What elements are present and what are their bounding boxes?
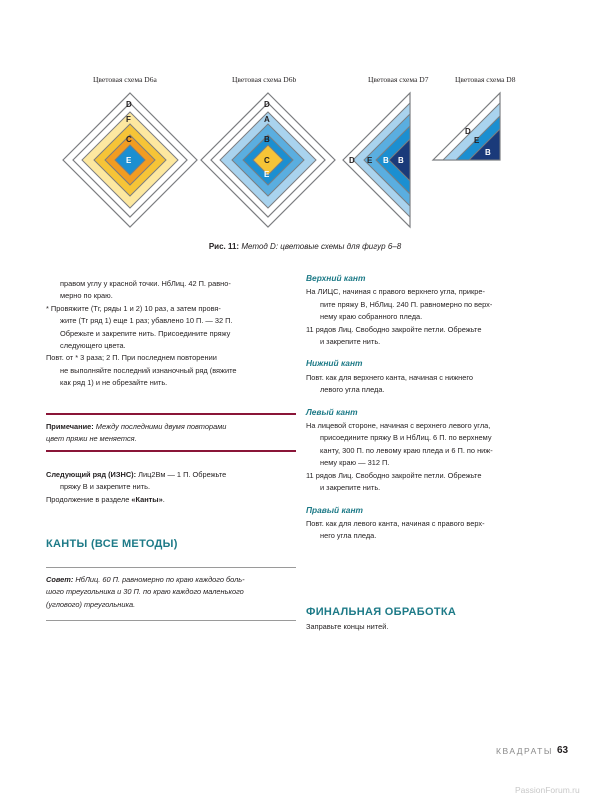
tip-text-3: (углового) треугольника. — [46, 599, 136, 609]
top-edge-1: На ЛИЦС, начиная с правого верхнего угла, прикре- — [306, 287, 485, 297]
note-bottom-rule — [46, 450, 296, 452]
right-edge-1: Повт. как для левого канта, начиная с правого верх- — [306, 518, 485, 528]
left-p2c: Обрежьте и закрепите нить. Присоедините пряжу — [60, 328, 231, 338]
final-heading: ФИНАЛЬНАЯ ОБРАБОТКА — [306, 606, 457, 618]
left-column — [46, 278, 296, 390]
top-edge-5: и закрепите нить. — [320, 337, 381, 347]
d6b-label-a: A — [264, 115, 270, 124]
footer-section: КВАДРАТЫ — [496, 746, 553, 756]
caption-d6a: Цветовая схема D6a — [93, 75, 157, 84]
left-edge-3: канту, 300 П. по левому краю пледа и 6 П. по ниж- — [320, 445, 493, 455]
edges-heading: КАНТЫ (ВСЕ МЕТОДЫ) — [46, 538, 178, 550]
tip-block — [46, 574, 296, 611]
d7-label-b1: B — [383, 156, 389, 165]
note-block — [46, 421, 296, 446]
note-text-1: Между последними двумя повторами — [93, 422, 227, 431]
left-p2b: жите (Тг ряд 1) еще 1 раз; убавлено 10 П. — 32 П. — [60, 316, 233, 326]
figure-caption-label: Рис. 11: — [208, 242, 240, 251]
d6a-label-e: E — [126, 156, 132, 165]
left-edge-5: 11 рядов Лиц. Свободно закройте петли. Обрежьте — [306, 470, 482, 480]
next-row-label: Следующий ряд (ИЗНС): — [46, 470, 137, 479]
caption-d7: Цветовая схема D7 — [368, 75, 429, 84]
watermark: PassionForum.ru — [515, 785, 580, 795]
left-p3c: как ряд 1) и не обрезайте нить. — [60, 378, 168, 388]
d6a-label-c: C — [126, 135, 132, 144]
caption-d6b: Цветовая схема D6b — [232, 75, 297, 84]
tip-bottom-rule — [46, 620, 296, 621]
note-top-rule — [46, 413, 296, 415]
page-number: 63 — [557, 745, 569, 756]
right-edge-2: него угла пледа. — [320, 531, 377, 541]
continue-end: . — [162, 494, 165, 504]
diagram-d7 — [343, 93, 410, 227]
note-text-2: цвет пряжи не меняется. — [46, 434, 137, 444]
left-edge-6: и закрепите нить. — [320, 483, 381, 493]
figure-caption-text: Метод D: цветовые схемы для фигур 6–8 — [241, 242, 402, 251]
d6b-label-c: C — [264, 156, 270, 165]
left-p2a: * Провяжите (Тг, ряды 1 и 2) 10 раз, а затем провя- — [46, 303, 221, 313]
left-p1: правом углу у красной точки. НбЛиц. 42 П. равно- — [60, 279, 231, 288]
final-text: Заправьте концы нитей. — [306, 622, 389, 631]
bottom-edge-2: левого угла пледа. — [320, 385, 385, 395]
d7-label-e: E — [367, 156, 373, 165]
tip-text-2: шого треугольника и 30 П. по краю каждого маленького — [46, 587, 244, 597]
top-edge-3: нему краю собранного пледа. — [320, 312, 423, 322]
left-p2d: следующего цвета. — [60, 341, 126, 351]
top-edge-heading: Верхний кант — [306, 273, 366, 283]
next-row-text-2: пряжу B и закрепите нить. — [60, 482, 151, 492]
left-p1b: мерно по краю. — [60, 291, 113, 301]
caption-d8: Цветовая схема D8 — [455, 75, 516, 84]
bottom-edge-heading: Нижний кант — [306, 358, 363, 369]
next-row-block — [46, 469, 296, 506]
note-label: Примечание: — [46, 422, 94, 431]
d8-label-d: D — [465, 127, 471, 136]
d6b-label-b: B — [264, 135, 270, 144]
color-scheme-diagrams — [0, 0, 610, 240]
continue-text: Продолжение в разделе — [46, 494, 132, 504]
d6b-label-d: D — [264, 100, 270, 109]
bottom-edge-1: Повт. как для верхнего канта, начиная с нижнего — [306, 372, 473, 382]
top-edge-4: 11 рядов Лиц. Свободно закройте петли. Обрежьте — [306, 324, 482, 334]
left-edge-heading: Левый кант — [306, 406, 358, 417]
diagram-d8 — [433, 93, 500, 160]
left-p3a: Повт. от * 3 раза; 2 П. При последнем повторении — [46, 353, 217, 363]
diagram-d6b — [201, 93, 335, 227]
tip-text-1: НбЛиц. 60 П. равномерно по краю каждого боль- — [73, 575, 245, 584]
diagram-d6a — [63, 93, 197, 227]
right-edge-heading: Правый кант — [306, 504, 363, 515]
left-edge-1: На лицевой стороне, начиная с верхнего левого угла, — [306, 421, 491, 431]
left-edge-4: нему краю — 312 П. — [320, 458, 390, 468]
next-row-text-1: Лиц2Вм — 1 П. Обрежьте — [136, 470, 227, 479]
d6a-label-f: F — [126, 115, 131, 124]
d7-label-d: D — [349, 156, 355, 165]
d6b-label-e: E — [264, 170, 270, 179]
d8-label-b: B — [485, 148, 491, 157]
d7-label-b2: B — [398, 156, 404, 165]
tip-label: Совет: — [46, 575, 74, 584]
left-edge-2: присоедините пряжу B и НбЛиц. 6 П. по верхнему — [320, 433, 492, 443]
left-p3b: не выполняйте последний изнаночный ряд (вяжите — [60, 365, 237, 375]
d8-label-e: E — [474, 136, 480, 145]
figure-caption — [0, 242, 610, 251]
tip-top-rule — [46, 567, 296, 568]
top-edge-2: пите пряжу B, НбЛиц. 240 П. равномерно по верх- — [320, 299, 493, 309]
right-column — [306, 272, 576, 543]
continue-bold: «Канты» — [131, 494, 163, 504]
d6a-label-d: D — [126, 100, 132, 109]
